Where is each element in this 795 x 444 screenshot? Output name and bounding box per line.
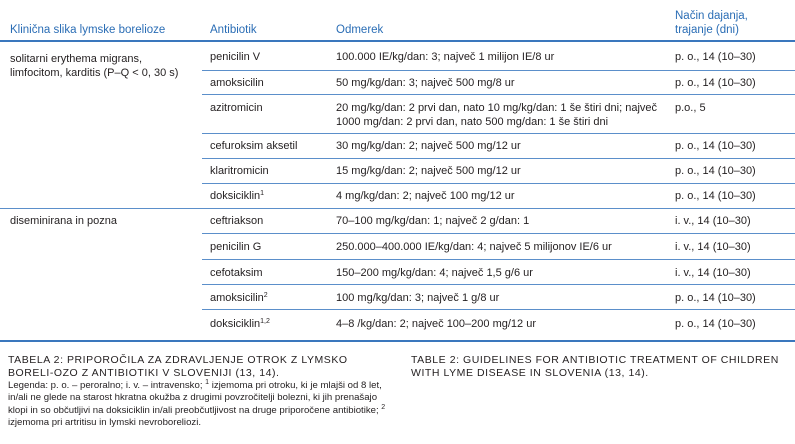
cell-route: i. v., 14 (10–30) — [675, 241, 751, 253]
cell-dose: 30 mg/kg/dan: 2; največ 500 mg/12 ur — [336, 140, 521, 152]
cell-dose: 150–200 mg/kg/dan: 4; največ 1,5 g/6 ur — [336, 267, 533, 279]
legend-text: izjemoma pri artritisu in lymski nevroboreliozi. — [8, 417, 201, 429]
footnote-marker: 2 — [381, 403, 386, 411]
caption-sl-legend — [8, 380, 392, 430]
header-route-line2: trajanje (dni) — [675, 24, 739, 36]
footnote-marker: 1 — [205, 379, 210, 386]
caption-sl-title: TABELA 2: PRIPOROČILA ZA ZDRAVLJENJE OTROK Z LYMSKO BORELI-OZO Z ANTIBIOTIKI V SLOVENIJI (13, 14). — [8, 354, 348, 379]
cell-route: p. o., 14 (10–30) — [675, 51, 756, 63]
cell-dose: 15 mg/kg/dan: 2; največ 500 mg/12 ur — [336, 165, 521, 177]
cell-dose: 70–100 mg/kg/dan: 1; največ 2 g/dan: 1 — [336, 215, 530, 227]
table-row — [202, 260, 795, 284]
cell-antibiotic: klaritromicin — [210, 165, 269, 177]
cell-dose: 100.000 IE/kg/dan: 3; največ 1 milijon IE/8 ur — [336, 51, 555, 63]
group-label: solitarni erythema migrans, limfocitom, karditis (P–Q < 0, 30 s) — [10, 53, 179, 79]
cell-antibiotic: cefotaksim — [210, 267, 263, 279]
cell-dose: 100 mg/kg/dan: 3; največ 1 g/8 ur — [336, 292, 500, 304]
group-divider — [0, 208, 202, 209]
cell-route: p. o., 14 (10–30) — [675, 77, 756, 89]
footnote-marker: 2 — [263, 292, 268, 299]
cell-dose: 250.000–400.000 IE/kg/dan: 4; največ 5 milijonov IE/6 ur — [336, 241, 612, 253]
table-row — [202, 95, 795, 133]
cell-antibiotic — [210, 317, 328, 331]
antibiotic-name: amoksicilin — [210, 292, 264, 304]
table-row — [202, 71, 795, 95]
footnote-marker: 1 — [260, 190, 265, 197]
cell-antibiotic: cefuroksim aksetil — [210, 140, 298, 152]
cell-dose: 4–8 /kg/dan: 2; največ 100–200 mg/12 ur — [336, 318, 536, 330]
cell-dose: 4 mg/kg/dan: 2; največ 100 mg/12 ur — [336, 190, 515, 202]
table-row — [202, 234, 795, 258]
table-header — [0, 0, 795, 44]
footnote-marker: 1,2 — [260, 318, 270, 325]
cell-route: p. o., 14 (10–30) — [675, 190, 756, 202]
table-row — [202, 159, 795, 183]
cell-antibiotic — [210, 189, 328, 203]
header-route-line1: Način dajanja, — [675, 10, 748, 22]
cell-antibiotic: azitromicin — [210, 102, 263, 114]
cell-route: p. o., 14 (10–30) — [675, 140, 756, 152]
legend-text: izjemoma pri otroku, ki je mlajši od 8 let, in/ali ne glede na starost hkratna okužba z drugimi povzročitelji bolezni, ki jih prenašajo klopi in so občutljivi na doksiciklin in/ali preobčutljivost na druge priporočene antibiotike; — [8, 380, 382, 416]
header-route — [675, 9, 748, 37]
cell-dose: 20 mg/kg/dan: 2 prvi dan, nato 10 mg/kg/dan: 1 še štiri dni; največ 1000 mg/dan: 2 prvi dan, nato 500 mg/dan: 1 še štiri dni — [336, 102, 658, 128]
cell-dose: 50 mg/kg/dan: 3; največ 500 mg/8 ur — [336, 77, 515, 89]
cell-antibiotic: penicilin G — [210, 241, 262, 253]
cell-route: p.o., 5 — [675, 102, 706, 114]
table-bottom-rule — [0, 340, 795, 342]
header-antibiotic: Antibiotik — [210, 24, 257, 36]
cell-antibiotic — [210, 291, 328, 305]
cell-antibiotic: amoksicilin — [210, 77, 264, 89]
table-row — [202, 285, 795, 309]
table-row — [202, 184, 795, 208]
header-clinical: Klinična slika lymske borelioze — [10, 24, 166, 36]
cell-route: p. o., 14 (10–30) — [675, 292, 756, 304]
antibiotic-name: doksiciklin — [210, 190, 261, 202]
header-dose: Odmerek — [336, 24, 384, 36]
table-row — [202, 310, 795, 340]
antibiotic-name: doksiciklin — [210, 318, 261, 330]
caption-en-title: TABLE 2: GUIDELINES FOR ANTIBIOTIC TREATMENT OF CHILDREN WITH LYME DISEASE IN SLOVENIA (13, 14). — [411, 354, 779, 379]
cell-antibiotic: penicilin V — [210, 51, 261, 63]
group-label: diseminirana in pozna — [10, 215, 118, 227]
cell-route: i. v., 14 (10–30) — [675, 215, 751, 227]
cell-route: p. o., 14 (10–30) — [675, 165, 756, 177]
table-row — [202, 42, 795, 70]
cell-route: p. o., 14 (10–30) — [675, 318, 756, 330]
table-row — [202, 134, 795, 158]
legend-text: Legenda: p. o. – peroralno; i. v. – intravensko; — [8, 380, 206, 391]
cell-antibiotic: ceftriakson — [210, 215, 264, 227]
cell-route: i. v., 14 (10–30) — [675, 267, 751, 279]
table-row — [202, 209, 795, 233]
